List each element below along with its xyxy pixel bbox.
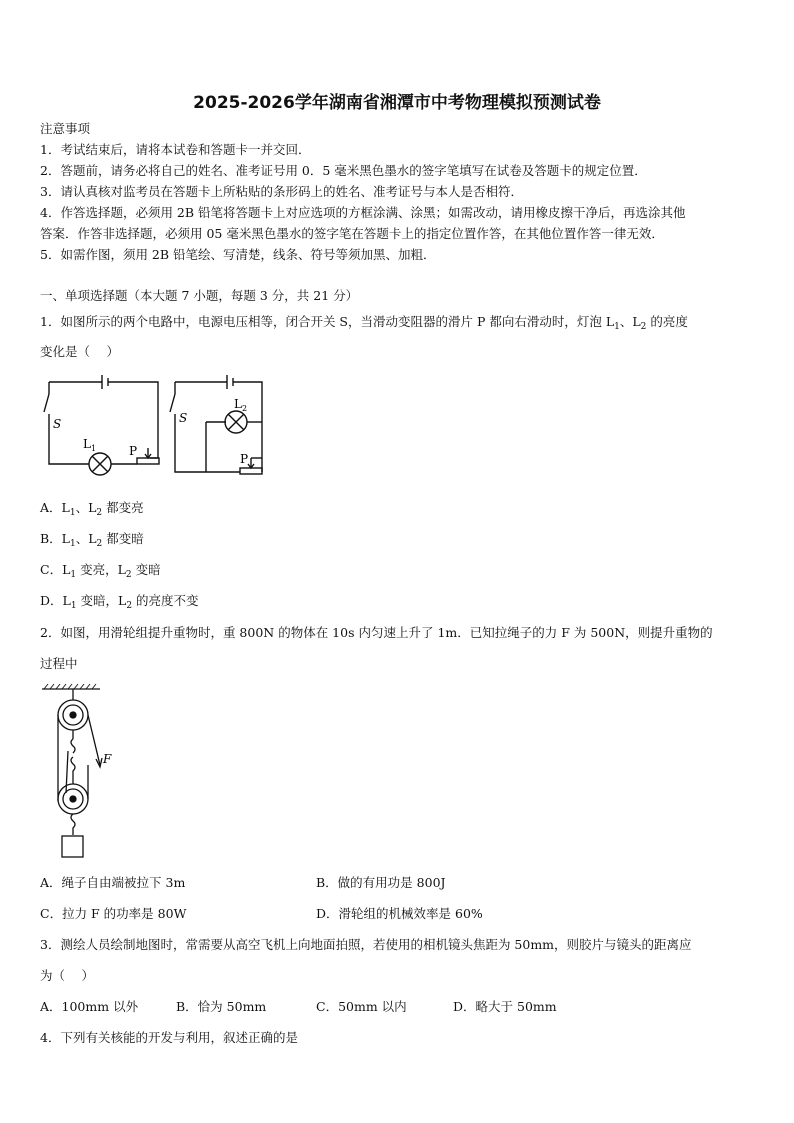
circuit-diagrams xyxy=(40,370,280,485)
question-1-stem-cont: 变化是（ ） xyxy=(40,344,119,359)
question-3-option-c[interactable]: C．50mm 以内 xyxy=(316,999,407,1014)
switch-label: S xyxy=(179,411,188,425)
question-4-stem: 4．下列有关核能的开发与利用，叙述正确的是 xyxy=(40,1030,298,1045)
question-1-option-b[interactable]: B．$L_1$、$L_2$ 都变暗 xyxy=(40,531,144,549)
question-3-stem: 3．测绘人员绘制地图时，常需要从高空飞机上向地面拍照，若使用的相机镜头焦距为 50mm，则胶片与镜头的距离应 xyxy=(40,937,692,952)
notice-item: 2．答题前，请务必将自己的姓名、准考证号用 0．5 毫米黑色墨水的签字笔填写在试卷及答题卡的规定位置． xyxy=(40,163,647,178)
lamp-label: $L_1$ xyxy=(83,437,97,453)
question-3-stem-cont: 为（ ） xyxy=(40,968,94,983)
notice-item: 1．考试结束后，请将本试卷和答题卡一并交回． xyxy=(40,142,311,157)
section-heading: 一、单项选择题（本大题 7 小题，每题 3 分，共 21 分） xyxy=(40,288,359,303)
question-1-option-c[interactable]: C．$L_1$ 变亮，$L_2$ 变暗 xyxy=(40,562,161,580)
question-2-option-a[interactable]: A．绳子自由端被拉下 3m xyxy=(40,875,186,890)
page-title: 2025-2026学年湖南省湘潭市中考物理模拟预测试卷 xyxy=(193,93,601,113)
question-3-option-a[interactable]: A．100mm 以外 xyxy=(40,999,139,1014)
question-2-option-c[interactable]: C．拉力 F 的功率是 80W xyxy=(40,906,187,921)
lamp-label: $L_2$ xyxy=(234,397,248,413)
question-2-option-d[interactable]: D．滑轮组的机械效率是 60% xyxy=(316,906,483,921)
question-1-stem: 1．如图所示的两个电路中，电源电压相等，闭合开关 S，当滑动变阻器的滑片 P 都向右滑动时，灯泡 $L_1$、$L_2$ 的亮度 xyxy=(40,314,688,332)
slider-label: P xyxy=(129,444,138,458)
switch-label: S xyxy=(53,417,62,431)
notice-item: 3．请认真核对监考员在答题卡上所粘贴的条形码上的姓名、准考证号与本人是否相符． xyxy=(40,184,523,199)
slider-label: P xyxy=(240,452,249,466)
question-1-option-a[interactable]: A．$L_1$、$L_2$ 都变亮 xyxy=(40,500,144,518)
question-3-option-b[interactable]: B．恰为 50mm xyxy=(176,999,267,1014)
question-1-option-d[interactable]: D．$L_1$ 变暗，$L_2$ 的亮度不变 xyxy=(40,593,199,611)
notice-item: 4．作答选择题，必须用 2B 铅笔将答题卡上对应选项的方框涂满、涂黑；如需改动，请用橡皮擦干净后，再选涂其他 xyxy=(40,205,686,220)
question-2-stem-cont: 过程中 xyxy=(40,656,78,671)
notice-heading: 注意事项 xyxy=(40,121,91,136)
question-3-option-d[interactable]: D．略大于 50mm xyxy=(453,999,557,1014)
notice-item: 5．如需作图，须用 2B 铅笔绘、写清楚，线条、符号等须加黑、加粗． xyxy=(40,247,436,262)
question-2-stem: 2．如图，用滑轮组提升重物时，重 800N 的物体在 10s 内匀速上升了 1m．已知拉绳子的力 F 为 500N，则提升重物的 xyxy=(40,625,713,640)
question-2-option-b[interactable]: B．做的有用功是 800J xyxy=(316,875,446,890)
pulley-diagram xyxy=(40,683,130,863)
force-label: F xyxy=(103,752,112,766)
notice-item: 答案．作答非选择题，必须用 05 毫米黑色墨水的签字笔在答题卡上的指定位置作答，在其他位置作答一律无效． xyxy=(40,226,664,241)
